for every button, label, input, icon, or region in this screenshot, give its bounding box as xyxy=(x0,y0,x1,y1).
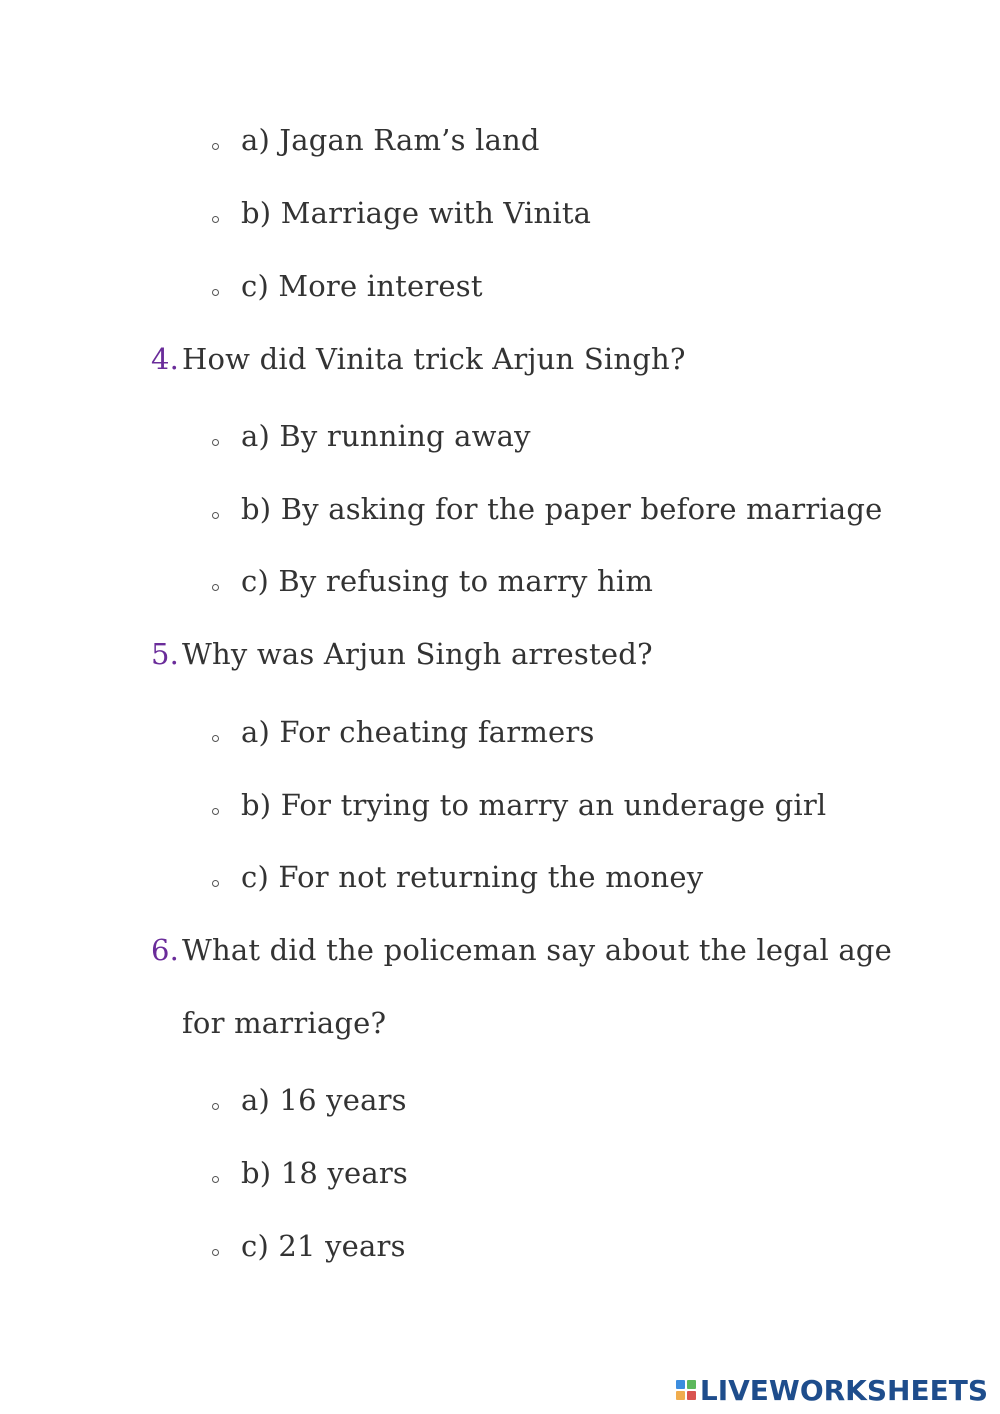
question-number: 5. xyxy=(151,637,180,671)
liveworksheets-grid-icon xyxy=(676,1380,696,1400)
option-label: b) By asking for the paper before marriage xyxy=(241,492,883,526)
option-label: c) By refusing to marry him xyxy=(241,564,654,598)
question-6-continuation: for marriage? xyxy=(182,1006,387,1040)
bullet-icon xyxy=(212,880,219,887)
q5-option-b[interactable] xyxy=(212,785,826,825)
bullet-icon xyxy=(212,1176,219,1183)
q6-option-c[interactable] xyxy=(212,1226,406,1266)
bullet-icon xyxy=(212,584,219,591)
option-label: c) 21 years xyxy=(241,1229,406,1263)
option-label: c) More interest xyxy=(241,269,483,303)
question-5 xyxy=(151,634,653,674)
q4-option-a[interactable] xyxy=(212,416,531,456)
q4-option-b[interactable] xyxy=(212,489,883,529)
option-label: c) For not returning the money xyxy=(241,860,704,894)
q3-option-a[interactable] xyxy=(212,120,540,160)
bullet-icon xyxy=(212,735,219,742)
bullet-icon xyxy=(212,1103,219,1110)
option-label: b) For trying to marry an underage girl xyxy=(241,788,827,822)
question-4 xyxy=(151,339,686,379)
bullet-icon xyxy=(212,1249,219,1256)
option-label: a) 16 years xyxy=(241,1083,407,1117)
q3-option-c[interactable] xyxy=(212,266,483,306)
option-label: a) For cheating farmers xyxy=(241,715,595,749)
bullet-icon xyxy=(212,512,219,519)
bullet-icon xyxy=(212,289,219,296)
question-text: What did the policeman say about the legal age xyxy=(182,933,892,967)
q6-option-a[interactable] xyxy=(212,1080,407,1120)
brand-wordmark: LIVEWORKSHEETS xyxy=(699,1373,988,1407)
option-label: b) Marriage with Vinita xyxy=(241,196,592,230)
option-label: b) 18 years xyxy=(241,1156,408,1190)
question-text: How did Vinita trick Arjun Singh? xyxy=(182,342,686,376)
option-label: a) Jagan Ram’s land xyxy=(241,123,540,157)
question-number: 6. xyxy=(151,933,180,967)
bullet-icon xyxy=(212,143,219,150)
question-text: Why was Arjun Singh arrested? xyxy=(182,637,653,671)
bullet-icon xyxy=(212,216,219,223)
bullet-icon xyxy=(212,808,219,815)
question-number: 4. xyxy=(151,342,180,376)
q5-option-a[interactable] xyxy=(212,712,595,752)
liveworksheets-logo xyxy=(676,1374,988,1406)
q5-option-c[interactable] xyxy=(212,857,703,897)
option-label: a) By running away xyxy=(241,419,531,453)
question-6 xyxy=(151,930,892,970)
q3-option-b[interactable] xyxy=(212,193,591,233)
q6-option-b[interactable] xyxy=(212,1153,408,1193)
q4-option-c[interactable] xyxy=(212,561,653,601)
bullet-icon xyxy=(212,439,219,446)
